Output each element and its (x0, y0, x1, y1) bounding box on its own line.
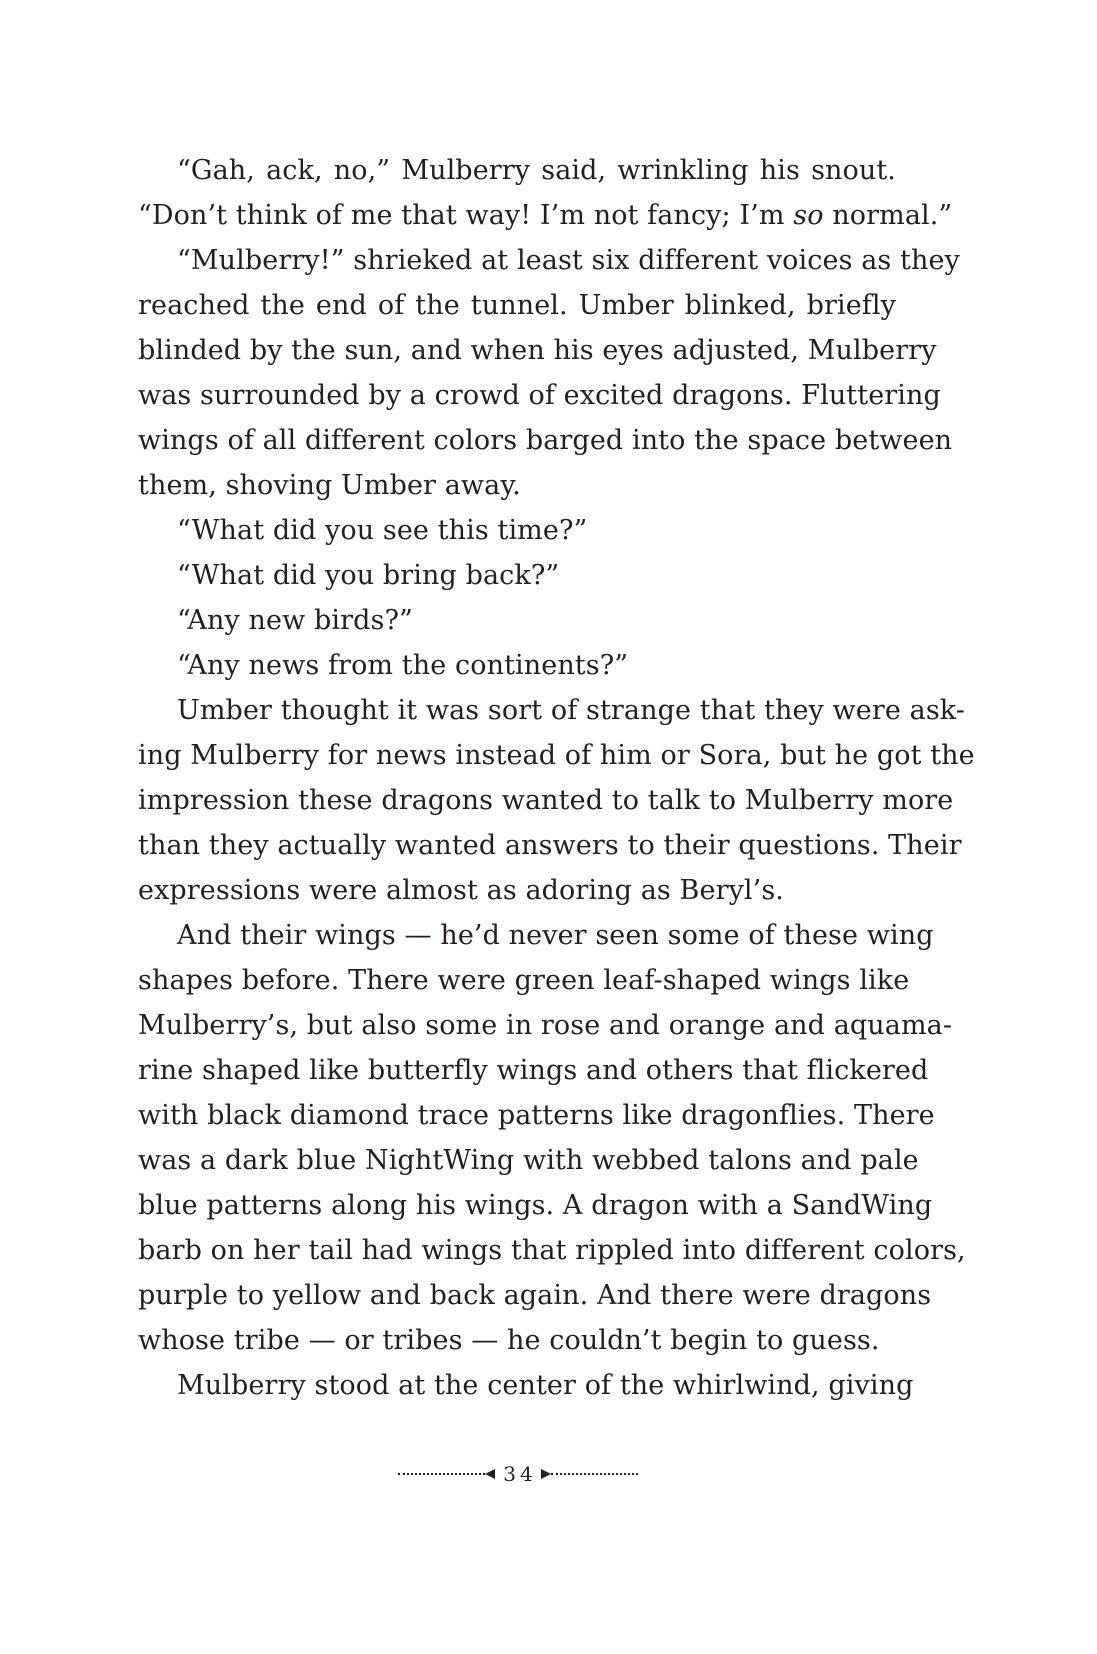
text-line: was surrounded by a crowd of excited dragons. Fluttering (138, 380, 941, 411)
text-line: And their wings — he’d never seen some of these wing (177, 920, 934, 951)
page-footer (398, 1462, 638, 1486)
right-arrow-ornament-icon (541, 1469, 551, 1479)
dotted-rule-left (398, 1473, 485, 1475)
text-line: than they actually wanted answers to their questions. Their (138, 830, 962, 861)
emphasis: so (793, 200, 824, 231)
text-line: “What did you bring back?” (177, 560, 560, 591)
text-line: Mulberry stood at the center of the whirlwind, giving (177, 1370, 914, 1401)
text-line: “Mulberry!” shrieked at least six different voices as they (177, 245, 960, 276)
text-line: reached the end of the tunnel. Umber blinked, briefly (138, 290, 896, 321)
text-line: with black diamond trace patterns like dragonflies. There (138, 1100, 935, 1131)
text-line: expressions were almost as adoring as Beryl’s. (138, 875, 784, 906)
text-line: ing Mulberry for news instead of him or Sora, but he got the (138, 740, 975, 771)
text-line: “Gah, ack, no,” Mulberry said, wrinkling his snout. (177, 155, 896, 186)
text-line (138, 193, 953, 238)
text-line: Mulberry’s, but also some in rose and orange and aquama- (138, 1010, 953, 1041)
text-line: rine shaped like butterfly wings and others that flickered (138, 1055, 929, 1086)
text-line: them, shoving Umber away. (138, 470, 521, 501)
text-line: “Any news from the continents?” (177, 650, 629, 681)
body-text (138, 148, 975, 1408)
dotted-rule-right (551, 1473, 638, 1475)
text-line: barb on her tail had wings that rippled into different colors, (138, 1235, 966, 1266)
text-line: blue patterns along his wings. A dragon with a SandWing (138, 1190, 933, 1221)
left-arrow-ornament-icon (485, 1469, 495, 1479)
page-number: 34 (503, 1462, 537, 1486)
text-line: “Any new birds?” (177, 605, 413, 636)
text-line: was a dark blue NightWing with webbed talons and pale (138, 1145, 919, 1176)
text-line: whose tribe — or tribes — he couldn’t begin to guess. (138, 1325, 880, 1356)
text-line: shapes before. There were green leaf-shaped wings like (138, 965, 910, 996)
text-line: blinded by the sun, and when his eyes adjusted, Mulberry (138, 335, 937, 366)
text-line: Umber thought it was sort of strange that they were ask- (177, 695, 965, 726)
text-line: purple to yellow and back again. And there were dragons (138, 1280, 932, 1311)
text-line: “What did you see this time?” (177, 515, 588, 546)
text-line: wings of all different colors barged into the space between (138, 425, 953, 456)
text-line-part: “Don’t think of me that way! I’m not fancy; I’m so normal.” (138, 200, 953, 231)
text-line: impression these dragons wanted to talk to Mulberry more (138, 785, 954, 816)
